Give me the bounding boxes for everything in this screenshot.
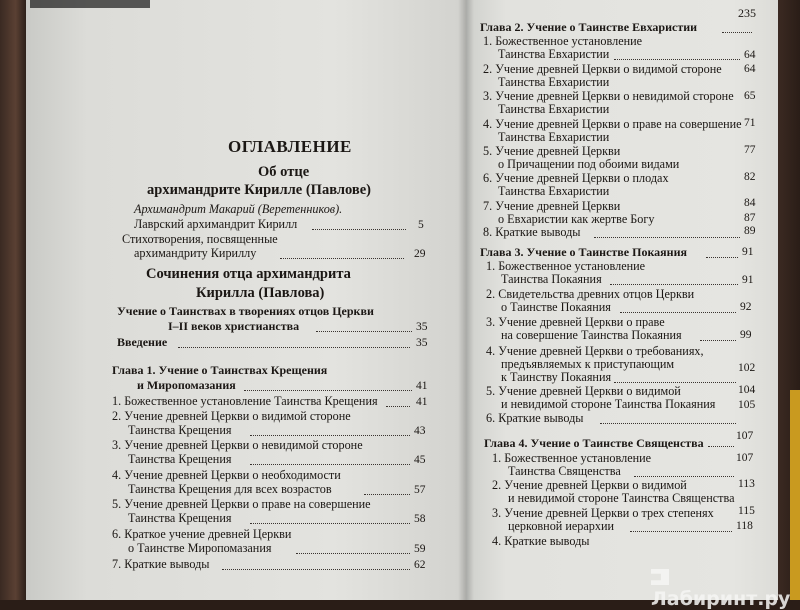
toc-item: 3. Учение древней Церкви о трех степенях	[492, 506, 714, 520]
toc-item: предъявляемых к приступающим	[501, 357, 675, 371]
toc-entry: Стихотворения, посвященные	[122, 232, 278, 246]
toc-item: 3. Учение древней Церкви о невидимой стороне	[483, 89, 734, 103]
toc-item: 1. Божественное установление Таинства Крещения	[112, 394, 378, 408]
watermark-text: Лабиринт.ру	[651, 588, 791, 610]
page-ref: 58	[414, 513, 426, 525]
chapter1-title-2: и Миропомазания	[137, 378, 236, 392]
chapter4-title: Глава 4. Учение о Таинстве Священства	[484, 436, 704, 450]
teaching-heading-1: Учение о Таинствах в творениях отцов Церкви	[117, 304, 374, 318]
page-number: 235	[738, 6, 756, 20]
page-ref: 57	[414, 484, 426, 496]
page-ref: 64	[744, 49, 756, 61]
chapter2-title: Глава 2. Учение о Таинстве Евхаристии	[480, 20, 698, 34]
page-ref: 107	[736, 452, 754, 464]
toc-item: 2. Учение древней Церкви о видимой стороне	[483, 62, 722, 76]
page-ref: 105	[738, 399, 756, 411]
page-ref: 41	[416, 396, 428, 408]
page-ref: 87	[744, 212, 756, 224]
toc-item: 5. Учение древней Церкви	[483, 144, 621, 158]
toc-item: Таинства Крещения	[128, 511, 232, 525]
page-ref: 65	[744, 90, 756, 102]
toc-item: 6. Краткие выводы	[486, 411, 584, 425]
toc-item: Таинства Евхаристии	[498, 130, 610, 144]
page-ref: 62	[414, 559, 426, 571]
toc-item: 6. Краткое учение древней Церкви	[112, 527, 292, 541]
toc-item: 2. Учение древней Церкви о видимой	[492, 478, 687, 492]
teaching-heading-2: I–II веков христианства	[168, 319, 300, 333]
toc-item: Таинства Крещения для всех возрастов	[128, 482, 332, 496]
page-ref: 43	[414, 425, 426, 437]
toc-item: церковной иерархии	[508, 519, 615, 533]
watermark	[651, 566, 800, 610]
page-ref: 35	[416, 337, 428, 349]
toc-item: Таинства Покаяния	[501, 272, 602, 286]
page-ref: 64	[744, 63, 756, 75]
page-ref: 102	[738, 362, 756, 374]
works-heading-1: Сочинения отца архимандрита	[146, 266, 351, 282]
toc-item: Таинства Крещения	[128, 423, 232, 437]
toc-entry: Лаврский архимандрит Кирилл	[134, 217, 298, 231]
toc-item: Таинства Священства	[508, 464, 621, 478]
toc-entry: архимандриту Кириллу	[134, 246, 257, 260]
toc-item: на совершение Таинства Покаяния	[501, 328, 682, 342]
page-ref: 84	[744, 197, 756, 209]
toc-item: 3. Учение древней Церкви о праве	[486, 315, 665, 329]
toc-item: 6. Учение древней Церкви о плодах	[483, 171, 669, 185]
toc-item: 4. Учение древней Церкви о требованиях,	[486, 344, 704, 358]
toc-item: и невидимой стороне Таинства Покаяния	[501, 397, 716, 411]
page-ref: 113	[738, 478, 755, 490]
page-ref: 99	[740, 329, 752, 341]
page-ref: 104	[738, 384, 756, 396]
chapter1-title-1: Глава 1. Учение о Таинствах Крещения	[112, 363, 328, 377]
about-heading-1: Об отце	[258, 164, 310, 180]
works-heading-2: Кирилла (Павлова)	[196, 285, 325, 301]
toc-item: Таинства Евхаристии	[498, 47, 610, 61]
page-ref: 92	[740, 301, 752, 313]
toc-item: о Таинстве Покаяния	[501, 300, 611, 314]
toc-item: 7. Краткие выводы	[112, 557, 210, 571]
toc-item: 7. Учение древней Церкви	[483, 199, 621, 213]
page-ref: 91	[742, 274, 754, 286]
toc-item: 2. Свидетельства древних отцов Церкви	[486, 287, 695, 301]
page-ref: 107	[736, 430, 754, 442]
toc-item: Таинства Евхаристии	[498, 75, 610, 89]
toc-item: 2. Учение древней Церкви о видимой стороне	[112, 409, 351, 423]
about-heading-2: архимандрите Кирилле (Павлове)	[147, 182, 371, 198]
page-ref: 71	[744, 117, 756, 129]
page-ref: 35	[416, 321, 428, 333]
page-title: ОГЛАВЛЕНИЕ	[228, 137, 352, 156]
page-ref: 29	[414, 248, 426, 260]
toc-item: Таинства Евхаристии	[498, 184, 610, 198]
toc-item: 5. Учение древней Церкви о праве на совершение	[112, 497, 371, 511]
toc-item: 4. Краткие выводы	[492, 534, 590, 548]
page-ref: 41	[416, 380, 428, 392]
toc-item: о Евхаристии как жертве Богу	[498, 212, 655, 226]
toc-item: 1. Божественное установление	[486, 259, 646, 273]
toc-item: Таинства Крещения	[128, 452, 232, 466]
page-ref: 45	[414, 454, 426, 466]
toc-item: о Причащении под обоими видами	[498, 157, 680, 171]
book-spine	[0, 0, 26, 600]
page-ref: 89	[744, 225, 756, 237]
toc-item: 1. Божественное установление	[483, 34, 643, 48]
chapter3-title: Глава 3. Учение о Таинстве Покаяния	[480, 245, 687, 259]
toc-item: 3. Учение древней Церкви о невидимой стороне	[112, 438, 363, 452]
toc-item: 4. Учение древней Церкви о необходимости	[112, 468, 341, 482]
page-ref: 59	[414, 543, 426, 555]
top-shadow	[30, 0, 150, 8]
toc-item: 1. Божественное установление	[492, 451, 652, 465]
page-ref: 5	[418, 219, 424, 231]
page-ref: 115	[738, 505, 755, 517]
intro-heading: Введение	[117, 335, 168, 349]
toc-item: 5. Учение древней Церкви о видимой	[486, 384, 681, 398]
toc-item: 8. Краткие выводы	[483, 225, 581, 239]
page-ref: 82	[744, 171, 756, 183]
toc-item: 4. Учение древней Церкви о праве на совершение	[483, 117, 742, 131]
toc-item: о Таинстве Миропомазания	[128, 541, 272, 555]
toc-item: Таинства Евхаристии	[498, 102, 610, 116]
toc-item: к Таинству Покаяния	[501, 370, 612, 384]
page-ref: 91	[742, 246, 754, 258]
toc-item: и невидимой стороне Таинства Священства	[508, 491, 735, 505]
page-ref: 77	[744, 144, 756, 156]
page-gutter	[458, 0, 474, 600]
page-ref: 118	[736, 520, 753, 532]
labirint-logo-icon	[651, 569, 669, 585]
toc-author: Архимандрит Макарий (Веретенников).	[134, 202, 343, 216]
